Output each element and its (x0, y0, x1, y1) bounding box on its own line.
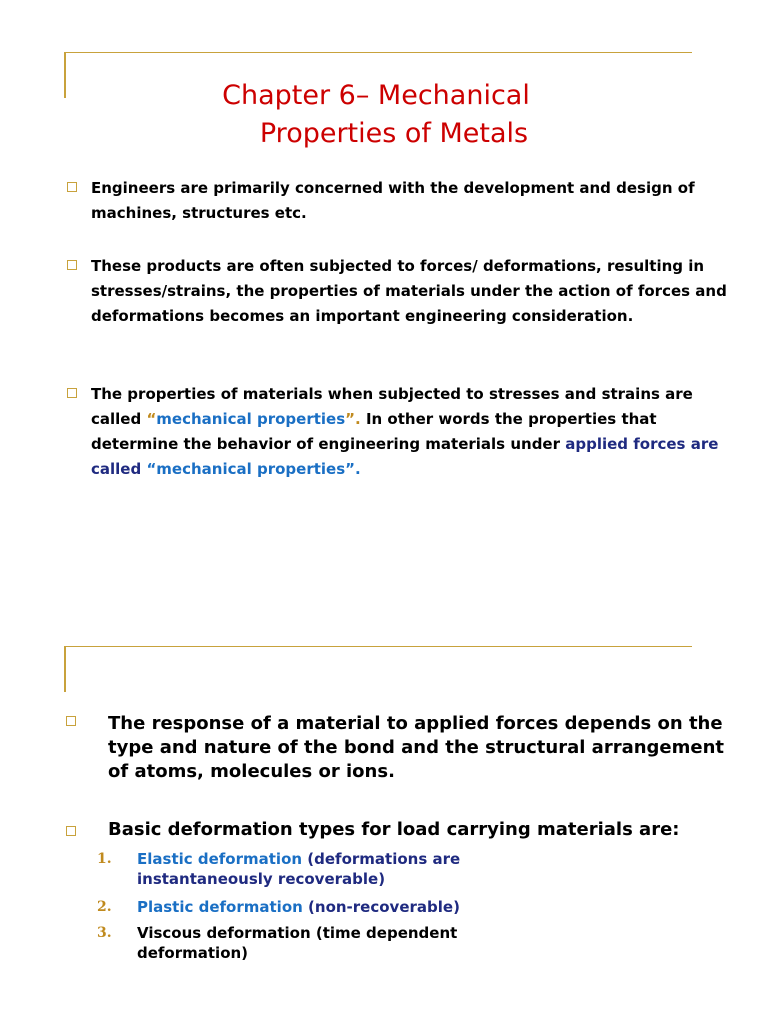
bullet-3-text-part1: The properties of materials when subjected to stresses and strains are called (91, 385, 693, 428)
slide1-title-line2: Properties of Metals (259, 118, 529, 149)
item-desc: Viscous deformation (time dependent deformation) (137, 924, 458, 962)
term-mechanical-properties: mechanical properties (156, 410, 346, 428)
bullet-square-icon (66, 716, 76, 726)
slide1-bullet-1: Engineers are primarily concerned with the development and design of machines, structures etc. (91, 179, 695, 222)
slide2-bullet-1: The response of a material to applied forces depends on the type and nature of the bond and the structural arrangement of atoms, molecules or ions. (108, 713, 725, 782)
item-text (137, 897, 517, 917)
item-number: 2. (97, 899, 112, 915)
bullet-square-icon (66, 826, 76, 836)
corner-left-line (64, 646, 66, 692)
bullet-square-icon (67, 260, 77, 270)
item-text (137, 849, 517, 889)
item-term: Elastic deformation (137, 850, 303, 868)
corner-top-line (64, 646, 692, 647)
item-desc: (deformations are instantaneously recoverable) (137, 850, 461, 888)
bullet-3-text-part3: applied forces are called (91, 435, 719, 478)
slide2-bullet-2: Basic deformation types for load carrying materials are: (108, 819, 680, 840)
bullet-square-icon (67, 388, 77, 398)
item-term: Plastic deformation (137, 898, 303, 916)
slide1-title-line1: Chapter 6– Mechanical (222, 80, 530, 111)
corner-top-line (64, 52, 692, 53)
slide1-bullet-2: These products are often subjected to forces/ deformations, resulting in stresses/strains, the properties of materials under the action of forces and deformations becomes an important engineering consideration. (91, 257, 727, 325)
term-mechanical-properties-2: “mechanical properties”. (146, 460, 361, 478)
item-desc: (non-recoverable) (302, 898, 460, 916)
item-number: 3. (97, 925, 112, 941)
item-number: 1. (97, 851, 112, 867)
bullet-3-text-part2: In other words the properties that determine the behavior of engineering materials under (91, 410, 657, 453)
slide1-bullet-3 (91, 382, 731, 482)
quote-open: “ (146, 410, 157, 428)
item-text (137, 923, 517, 963)
quote-close: ”. (345, 410, 361, 428)
bullet-square-icon (67, 182, 77, 192)
